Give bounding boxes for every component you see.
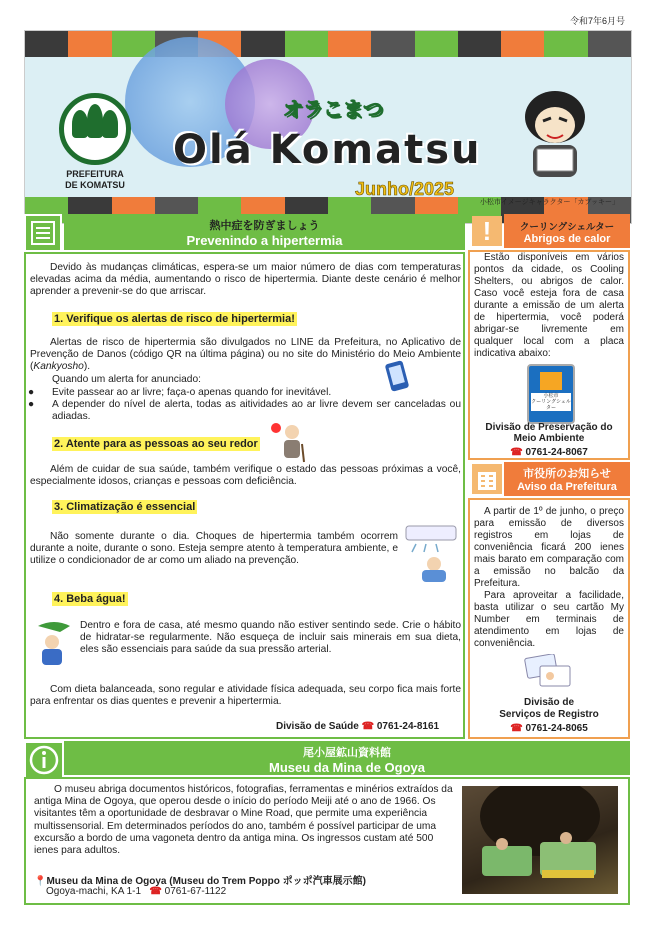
heat-heading-3: 3. Climatização é essencial	[54, 501, 196, 513]
mine-address: Ogoya-machi, KA 1-1 ☎ 0761-67-1122	[46, 886, 227, 897]
heat-section-header	[64, 214, 465, 250]
heat-para-2: Além de cuidar de sua saúde, também verifique o estado das pessoas próximas a você, especialmente idosos, crianças e pessoas com deficiência.	[30, 464, 461, 488]
mine-text: O museu abriga documentos históricos, fotografias, ferramentas e minérios extraídos da antiga Mina de Ogoya, que operou desde o início do período Meiji até o ano de 1966. Os visitantes têm a oportunidade de desbravar o Mine Road, que permite uma experiência multissensorial. Em determinados períodos do ano, também é possível participar de uma excursão a bordo de uma vagoneta dentro da antiga mina. Os ingressos custam até 500 ienes para adultos.	[34, 784, 453, 857]
heat-heading-2: 2. Atente para as pessoas ao seu redor	[54, 438, 258, 450]
building-icon	[472, 464, 502, 494]
notice-header-jp: 市役所のお知らせ	[523, 468, 611, 480]
heat-bullet-2: ● A depender do nível de alerta, todas as aitividades ao ar livre devem ser canceladas ou adiadas.	[52, 399, 461, 423]
notice-header-pt: Aviso da Prefeitura	[517, 481, 617, 493]
mine-place: 📍Museu da Mina de Ogoya (Museu do Trem Poppo ポッポ汽車展示館)	[34, 876, 366, 887]
heat-heading-1: 1. Verifique os alertas de risco de hipertermia!	[54, 313, 295, 325]
mine-trolley-photo	[462, 786, 618, 894]
notice-dept: Divisão de Serviços de Registro	[499, 697, 599, 720]
notice-para-2: Para aproveitar a facilidade, basta utilizar o seu cartão My Number em terminais de atendimento em lojas de conveniência.	[474, 590, 624, 649]
mine-phone-icon: ☎	[149, 886, 162, 897]
heat-para-4: Dentro e fora de casa, até mesmo quando não estiver sentindo sede. Crie o hábito de hidratar-se regularmente. Não esqueça de incluir sais minerais em sua dieta, eles são essenciais para saúde da sua pressão arterial.	[80, 620, 461, 656]
mine-section-header	[64, 741, 630, 775]
header-banner	[24, 30, 632, 224]
heat-heading-4: 4. Beba água!	[54, 593, 126, 605]
drinking-water-icon	[34, 620, 74, 668]
cooling-tel: ☎ 0761-24-8067	[510, 447, 588, 458]
notice-header	[504, 462, 630, 496]
pattern-strip-top	[25, 31, 631, 57]
heat-para-1: Alertas de risco de hipertermia são divulgados no LINE da Prefeitura, no Aplicativo de Prevenção de Danos (código QR na última página) ou no site do Ministério do Meio Ambiente (Kankyosho).	[30, 337, 461, 373]
heat-para-5: Com dieta balanceada, sono regular e atividade física adequada, seu corpo fica mais forte para enfrentar os dias quentes e prevenir a hipertermia.	[30, 684, 461, 708]
notice-tel: ☎ 0761-24-8065	[510, 723, 588, 734]
cooling-dept: Divisão de Preservação do Meio Ambiente	[485, 422, 613, 444]
heat-header-jp: 熱中症を防ぎましょう	[209, 220, 320, 232]
heat-bullet-1: ● Evite passear ao ar livre; faça-o apenas quando for inevitável.	[52, 387, 461, 399]
issue-date: 令和7年6月号	[569, 16, 625, 26]
mascot-caption: 小松市イメージキャラクター「カブッキー」	[479, 199, 619, 206]
sign-line1: 小松市	[543, 393, 559, 399]
exclamation-icon: !	[482, 216, 492, 246]
cooling-header-pt: Abrigos de calor	[523, 233, 611, 245]
kankyosho-italic: Kankyosho	[33, 361, 84, 373]
cooling-icon-box	[472, 216, 502, 246]
cooling-shelter-sign	[527, 364, 575, 424]
mine-header-pt: Museu da Mina de Ogoya	[268, 760, 426, 775]
heat-para-3: Não somente durante o dia. Choques de hipertermia também ocorrem durante a noite, durante o sono. Esteja sempre atento à temperatura ambiente, e utilize o condicionador de ar como um aliado na prevenção.	[30, 531, 398, 567]
issue-month: Junho/2025	[355, 179, 455, 199]
smartphone-alert-icon	[384, 360, 414, 392]
logo-line1: PREFEITURA	[66, 169, 124, 179]
notice-icon-box	[472, 464, 502, 494]
my-number-card-icon	[524, 654, 574, 690]
location-pin-icon: 📍	[34, 876, 47, 887]
phone-icon: ☎	[361, 721, 375, 732]
air-conditioner-icon	[404, 524, 460, 586]
heat-header-pt: Prevenindo a hipertermia	[186, 233, 343, 248]
document-icon	[26, 216, 60, 250]
info-icon	[26, 743, 62, 777]
heat-section-icon	[24, 214, 62, 252]
cooling-header	[504, 214, 630, 248]
city-logo	[55, 93, 135, 191]
notice-para-1: A partir de 1º de junho, o preço para emissão de diversos registros em lojas de conveniência ficará 200 ienes mais barato em comparação com a emissão no balcão da Prefeitura.	[474, 506, 624, 589]
sign-line2: クーリングシェルター	[531, 399, 571, 411]
newsletter-title: Olá Komatsu	[173, 127, 482, 173]
heat-contact: Divisão de Saúde ☎ 0761-24-8161	[276, 721, 440, 732]
logo-line2: DE KOMATSU	[65, 180, 125, 190]
mine-section-icon	[24, 741, 64, 779]
title-japanese: オラこまつ	[283, 99, 383, 121]
elderly-person-icon	[268, 420, 308, 464]
komatsu-emblem-icon	[59, 93, 131, 165]
mine-header-jp: 尾小屋鉱山資料館	[303, 747, 391, 759]
kabukki-mascot-icon	[515, 87, 595, 187]
heat-intro: Devido às mudanças climáticas, espera-se um maior número de dias com temperaturas elevadas acima da média, aumentando o risco de hipertermia. Diante deste cenário é melhor aprender a prevenir-se do que arriscar.	[30, 262, 461, 298]
cooling-text: Estão disponíveis em vários pontos da cidade, os Cooling Shelters, ou abrigos de calor. Caso você esteja fora de casa durante a emissão de um alerta de hipertermia, você poderá abrigar-se livremente em qualquer local com a placa indicativa abaixo:	[474, 252, 624, 359]
house-icon	[540, 372, 562, 390]
cooling-header-jp: クーリングシェルター	[519, 222, 615, 233]
heat-para-1-when: Quando um alerta for anunciado:	[52, 374, 201, 385]
mine-cart-image	[462, 786, 618, 894]
